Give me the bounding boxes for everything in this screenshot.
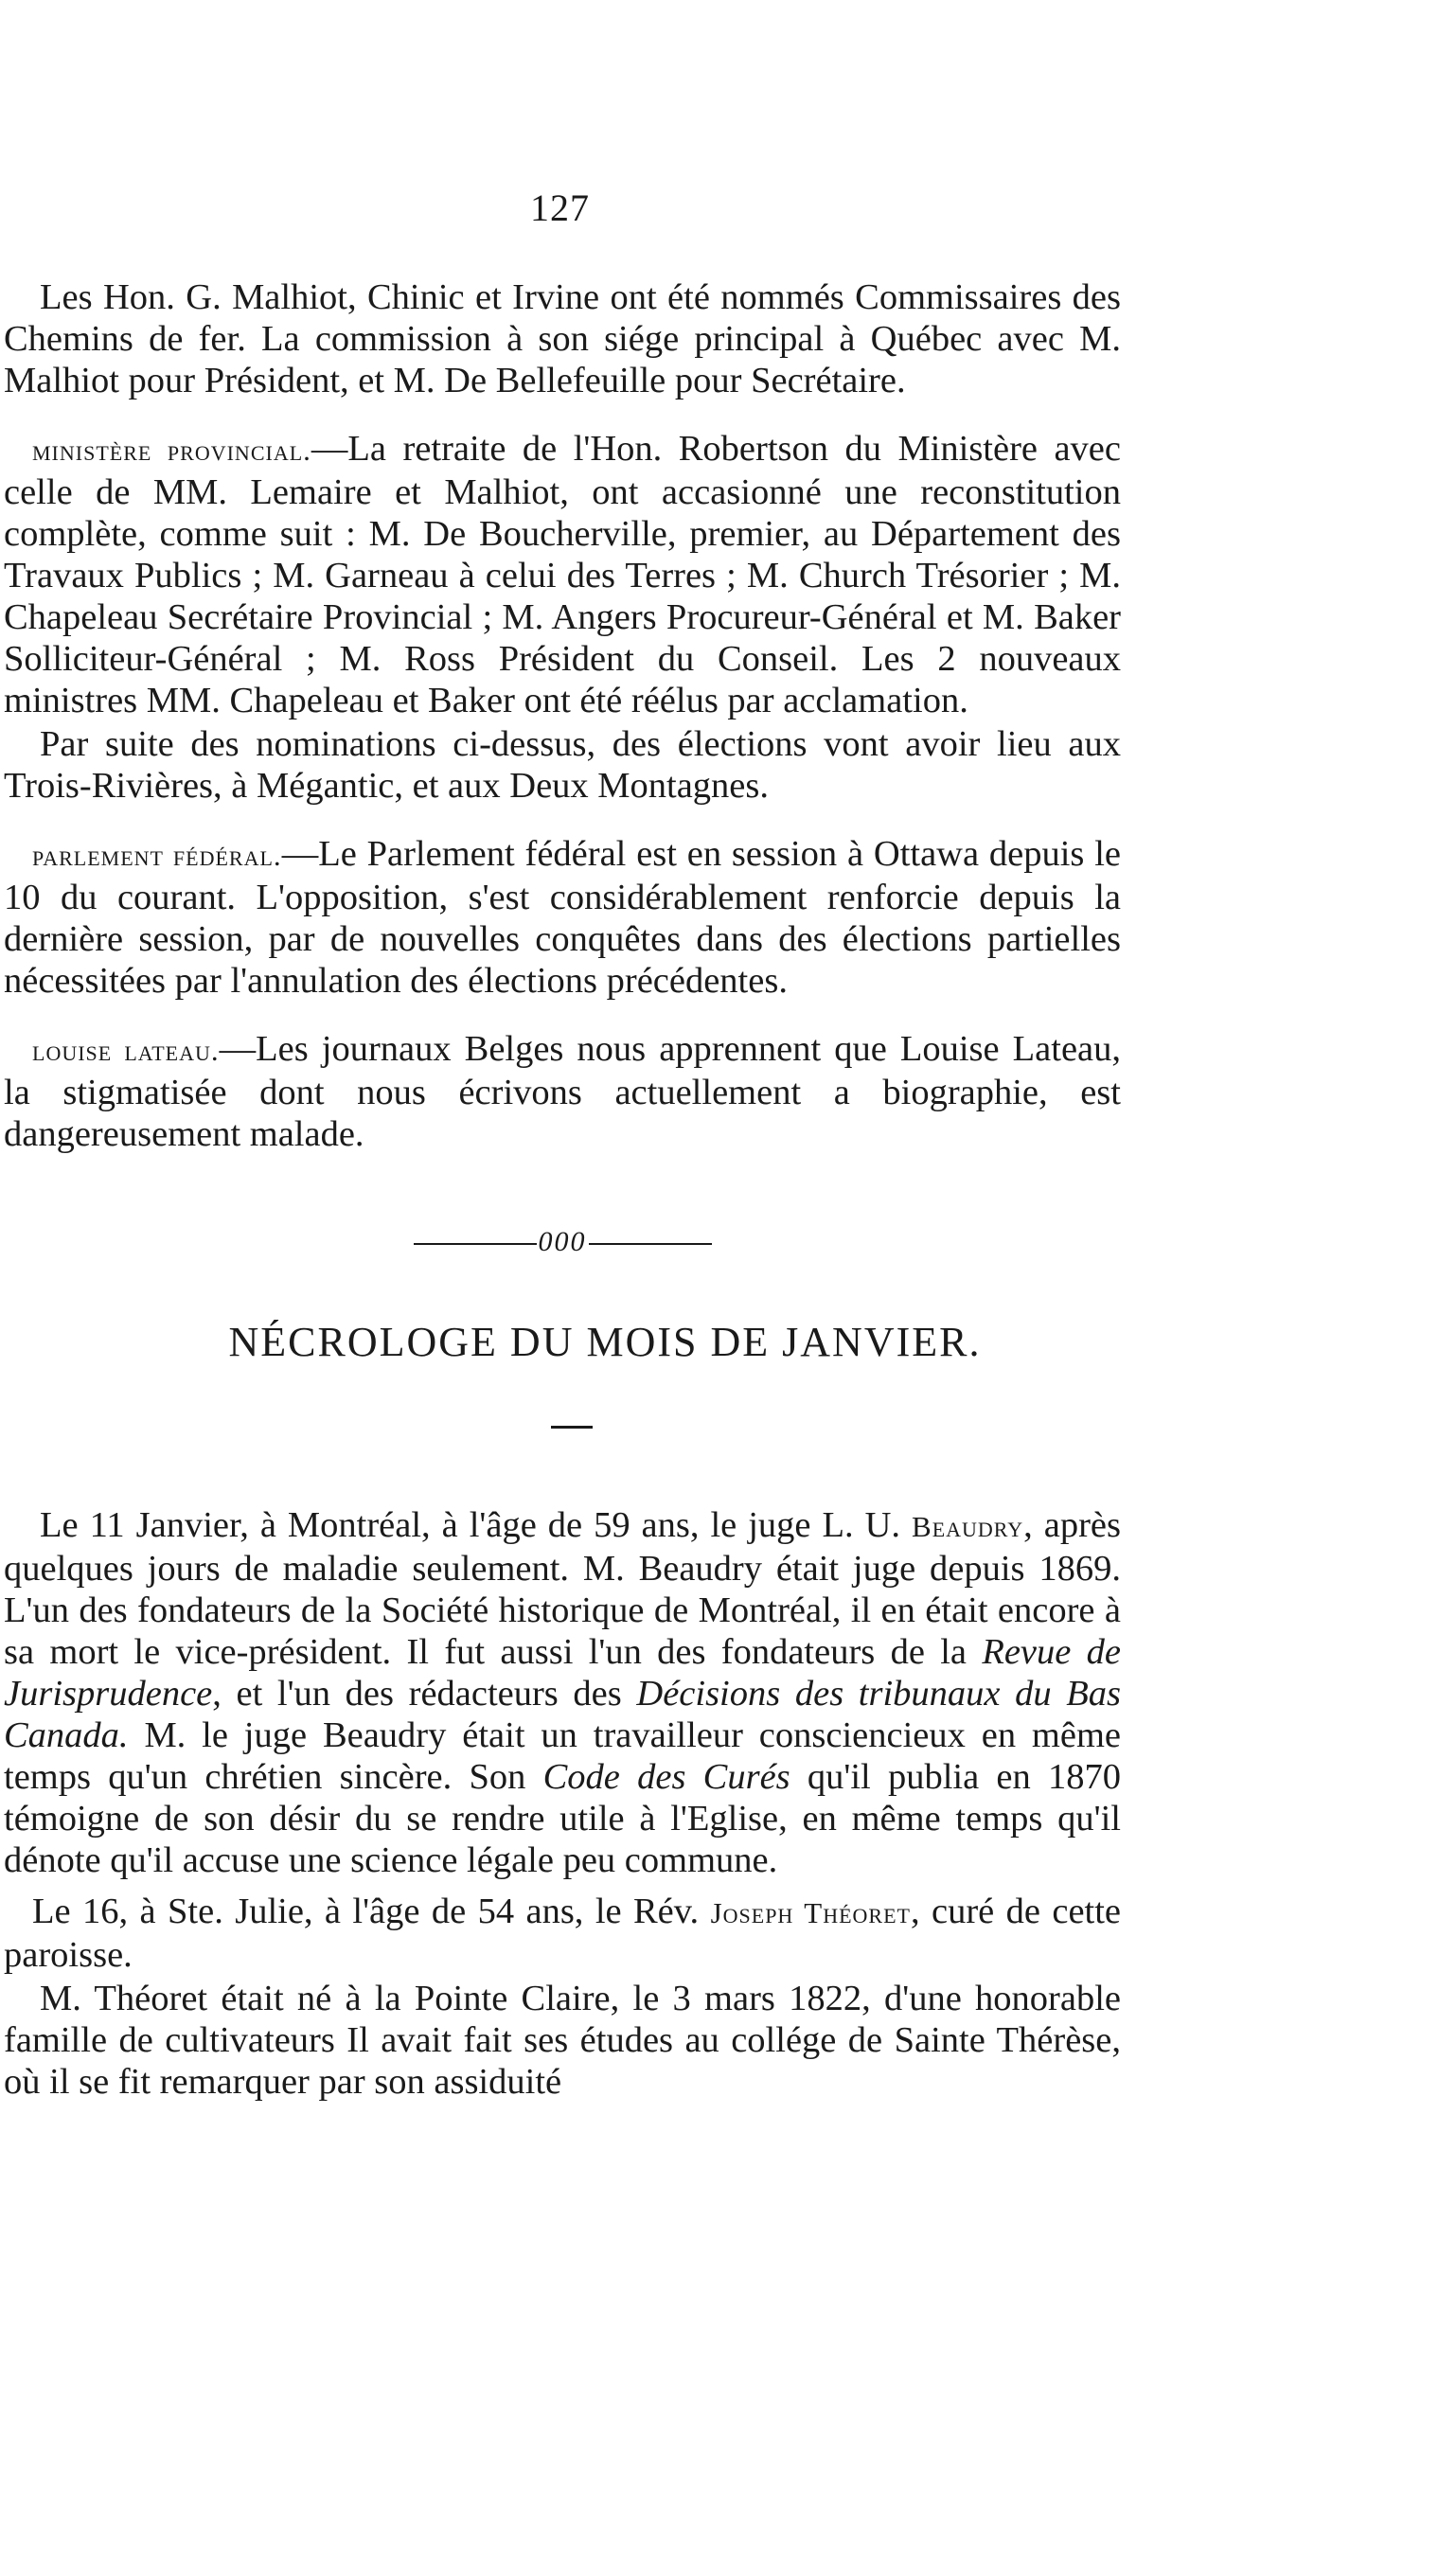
paragraph-lateau <box>4 1028 1121 1155</box>
separator-rule-right <box>589 1243 712 1245</box>
section-label-lateau: louise lateau. <box>32 1034 220 1067</box>
theoret-part2: , curé de cette paroisse. <box>4 1892 1122 1975</box>
separator-rule-left <box>414 1243 537 1245</box>
separator-text: 000 <box>538 1226 587 1257</box>
beaudry-part5: qu'il publia en 1870 témoigne de son désir du se rendre utile à l'Eglise, en même temps qu'il dénote qu'il accuse une science légale peu commune. <box>4 1757 1121 1880</box>
section-heading: NÉCROLOGE DU MOIS DE JANVIER. <box>228 1319 982 1365</box>
section-label-ministere: ministère provincial. <box>32 434 311 467</box>
parlement-text: —Le Parlement fédéral est en session à Ottawa depuis le 10 du courant. L'opposition, s'est considérablement renforcie depuis la dernière session, par de nouvelles conquêtes dans des élections partielles nécessitées par l'annulation des élections précédentes. <box>4 834 1122 1001</box>
paragraph-theoret-bio: M. Théoret était né à la Pointe Claire, le 3 mars 1822, d'une honorable famille de cultivateurs Il avait fait ses études au collége de Sainte Thérèse, où il se fit remarquer par son assiduité <box>4 1979 1121 2102</box>
theoret-name: Joseph Théoret <box>710 1896 911 1929</box>
paragraph-ministere <box>4 428 1121 721</box>
beaudry-part1: Le 11 Janvier, à Montréal, à l'âge de 59 ans, le juge L. U. <box>40 1505 901 1545</box>
page-number: 127 <box>530 187 590 229</box>
section-label-parlement: parlement fédéral. <box>32 839 282 872</box>
beaudry-code-title: Code des Curés <box>542 1757 790 1797</box>
beaudry-part2: , après quelques jours de maladie seulement. M. Beaudry était juge depuis 1869. L'un des fondateurs de la Société historique de Montréal, il en était encore à sa mort le vice-président. Il fut aussi l'un des fondateurs de la <box>4 1505 1122 1672</box>
beaudry-decisions-title: Décisions des tribunaux du Bas Canada. <box>4 1674 1122 1755</box>
lateau-text: —Les journaux Belges nous apprennent que Louise Lateau, la stigmatisée dont nous écrivons actuellement a biographie, est dangereusement malade. <box>4 1029 1121 1154</box>
beaudry-part3: , et l'un des rédacteurs des <box>212 1674 622 1714</box>
beaudry-revue-title: Revue de Jurisprudence <box>4 1632 1122 1714</box>
heading-rule <box>551 1426 593 1429</box>
section-separator <box>4 1221 1121 1263</box>
ministere-text: —La retraite de l'Hon. Robertson du Ministère avec celle de MM. Lemaire et Malhiot, ont accasionné une reconstitution complète, comme suit : M. De Boucherville, premier, au Département des Travaux Publics ; M. Garneau à celui des Terres ; M. Church Trésorier ; M. Chapeleau Secrétaire Provincial ; M. Angers Procureur-Général et M. Baker Solliciteur-Général ; M. Ross Président du Conseil. Les 2 nouveaux ministres MM. Chapeleau et Baker ont été réélus par acclamation. <box>4 429 1121 720</box>
paragraph-elections: Par suite des nominations ci-dessus, des élections vont avoir lieu aux Trois-Rivières, à Mégantic, et aux Deux Montagnes. <box>4 724 1121 806</box>
paragraph-theoret <box>4 1891 1121 1976</box>
text-column <box>4 276 1121 2103</box>
beaudry-part4: M. le juge Beaudry était un travailleur consciencieux en même temps qu'un chrétien sincère. Son <box>4 1715 1121 1797</box>
theoret-part1: Le 16, à Ste. Julie, à l'âge de 54 ans, le Rév. <box>32 1892 700 1931</box>
paragraph-beaudry <box>4 1504 1121 1881</box>
paragraph-parlement <box>4 833 1121 1002</box>
paragraph-commission: Les Hon. G. Malhiot, Chinic et Irvine ont été nommés Commissaires des Chemins de fer. La commission à son siége principal à Québec avec M. Malhiot pour Président, et M. De Bellefeuille pour Secrétaire. <box>4 277 1121 400</box>
beaudry-name: Beaudry <box>912 1510 1024 1543</box>
